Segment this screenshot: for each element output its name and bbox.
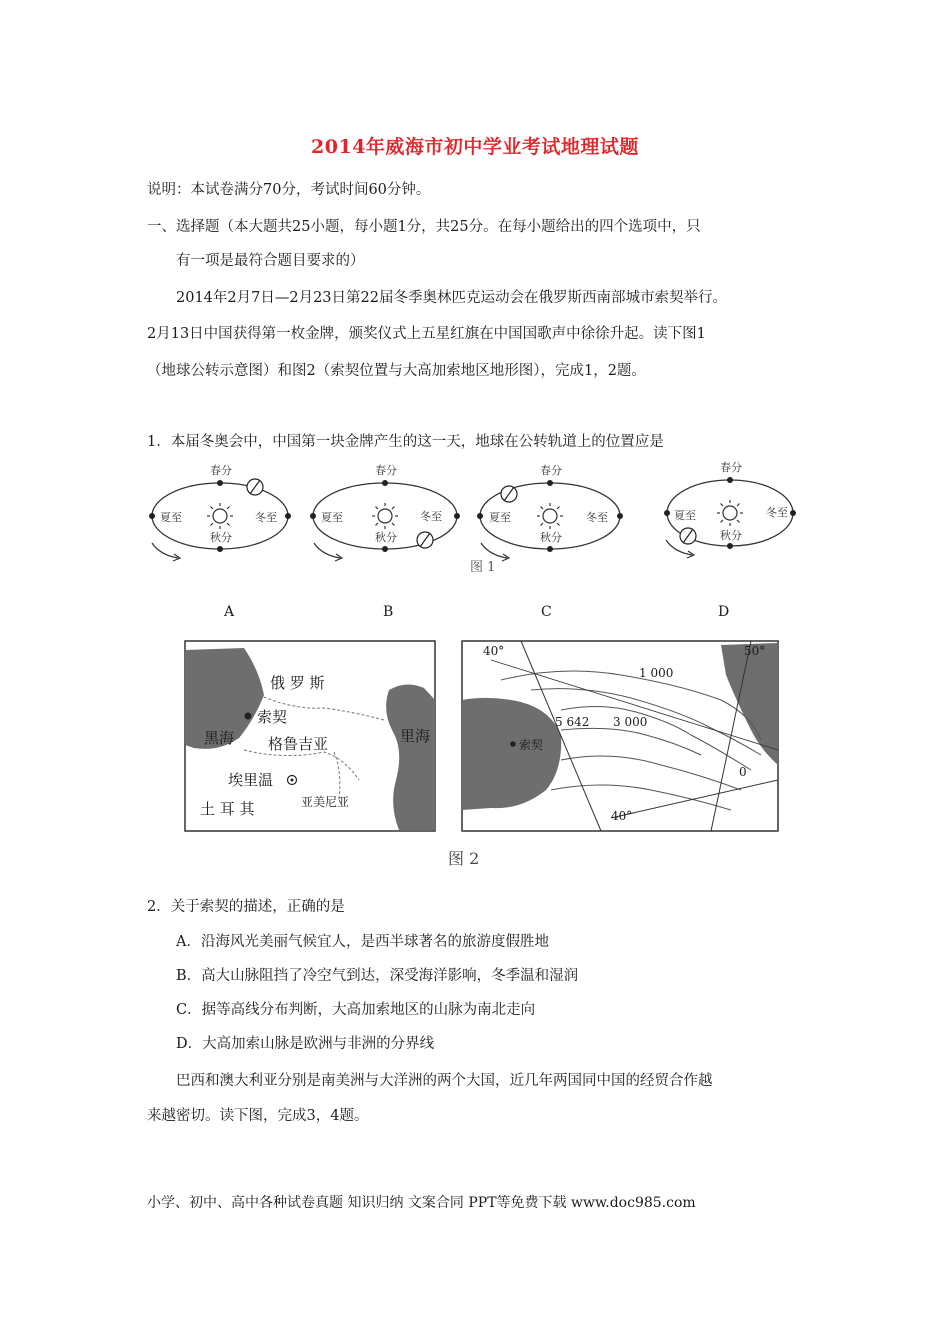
label-summer-b: 夏至 — [321, 511, 343, 524]
passage1-line1: 2014年2月7日—2月23日第22届冬季奥林匹克运动会在俄罗斯西南部城市索契举行。 — [176, 290, 727, 306]
question2-stem: 2．关于索契的描述，正确的是 — [147, 899, 345, 915]
label-autumn-d: 秋分 — [720, 529, 742, 542]
label-winter-b: 冬至 — [420, 510, 442, 523]
option-label-d: D — [718, 604, 730, 620]
option-label-a: A — [224, 604, 235, 620]
label-winter-a: 冬至 — [255, 511, 277, 524]
question2-option-a: A．沿海风光美丽气候宜人，是西半球著名的旅游度假胜地 — [176, 934, 549, 950]
option-label-c: C — [541, 604, 552, 620]
label-yerevan: 埃里温 — [228, 771, 274, 789]
label-caspian-sea: 里海 — [400, 727, 431, 745]
label-autumn-b: 秋分 — [375, 531, 397, 544]
question2-option-b: B．高大山脉阻挡了冷空气到达，深受海洋影响，冬季温和湿润 — [176, 968, 579, 984]
orbit-diagram-b — [310, 463, 460, 561]
label-summer-c: 夏至 — [489, 511, 511, 524]
label-autumn-a: 秋分 — [210, 531, 232, 544]
label-winter-d: 冬至 — [766, 506, 788, 519]
label-lon-50: 50° — [744, 644, 766, 658]
page-title: 2014年威海市初中学业考试地理试题 — [311, 136, 639, 158]
exam-note: 说明：本试卷满分70分，考试时间60分钟。 — [147, 182, 431, 198]
label-spring-a: 春分 — [210, 464, 232, 477]
option-label-b: B — [383, 604, 394, 620]
label-summer-a: 夏至 — [160, 511, 182, 524]
figure2-caption: 图 2 — [448, 849, 480, 868]
label-black-sea: 黑海 — [204, 729, 235, 747]
label-lat-40-bottom: 40° — [611, 809, 633, 823]
footer-text: 小学、初中、高中各种试卷真题 知识归纳 文案合同 PPT等免费下载 www.doc985.com — [147, 1195, 696, 1211]
label-lat-40-top: 40° — [483, 644, 505, 658]
figure1-caption: 图 1 — [470, 560, 496, 575]
label-russia: 俄 罗 斯 — [270, 674, 325, 692]
label-spring-b: 春分 — [375, 464, 397, 477]
question2-option-d: D．大高加索山脉是欧洲与非洲的分界线 — [176, 1036, 435, 1052]
passage2-line2: 来越密切。读下图，完成3，4题。 — [147, 1108, 369, 1124]
question1-stem: 1．本届冬奥会中，中国第一块金牌产生的这一天，地球在公转轨道上的位置应是 — [147, 434, 664, 450]
section-heading-line2: 有一项是最符合题目要求的） — [176, 253, 365, 269]
label-sochi-left: 索契 — [257, 708, 288, 726]
orbit-diagram-c — [477, 463, 623, 561]
passage1-line2: 2月13日中国获得第一枚金牌，颁奖仪式上五星红旗在中国国歌声中徐徐升起。读下图1 — [147, 326, 706, 342]
label-zero: 0 — [739, 765, 747, 779]
label-spring-c: 春分 — [540, 464, 562, 477]
passage2-line1: 巴西和澳大利亚分别是南美洲与大洋洲的两个大国，近几年两国同中国的经贸合作越 — [176, 1073, 713, 1089]
label-sochi-right: 索契 — [519, 738, 544, 752]
orbit-diagram-a — [149, 463, 291, 561]
label-winter-c: 冬至 — [586, 511, 608, 524]
label-elev-3000: 3 000 — [613, 715, 648, 729]
figure2-terrain-map — [461, 640, 779, 832]
figure2-location-map — [184, 640, 436, 832]
label-elev-5642: 5 642 — [555, 715, 590, 729]
label-georgia: 格鲁吉亚 — [268, 735, 329, 753]
label-autumn-c: 秋分 — [540, 531, 562, 544]
section-heading-line1: 一、选择题（本大题共25小题，每小题1分，共25分。在每小题给出的四个选项中，只 — [147, 219, 701, 235]
label-turkey: 土 耳 其 — [200, 800, 255, 818]
label-spring-d: 春分 — [720, 461, 742, 474]
orbit-diagram-d — [664, 460, 796, 558]
passage1-line3: （地球公转示意图）和图2（索契位置与大高加索地区地形图），完成1，2题。 — [147, 363, 646, 379]
label-summer-d: 夏至 — [674, 509, 696, 522]
figure1-orbit-diagrams — [140, 458, 800, 578]
question2-option-c: C．据等高线分布判断，大高加索地区的山脉为南北走向 — [176, 1002, 536, 1018]
label-armenia: 亚美尼亚 — [301, 795, 350, 809]
label-elev-1000: 1 000 — [639, 666, 674, 680]
